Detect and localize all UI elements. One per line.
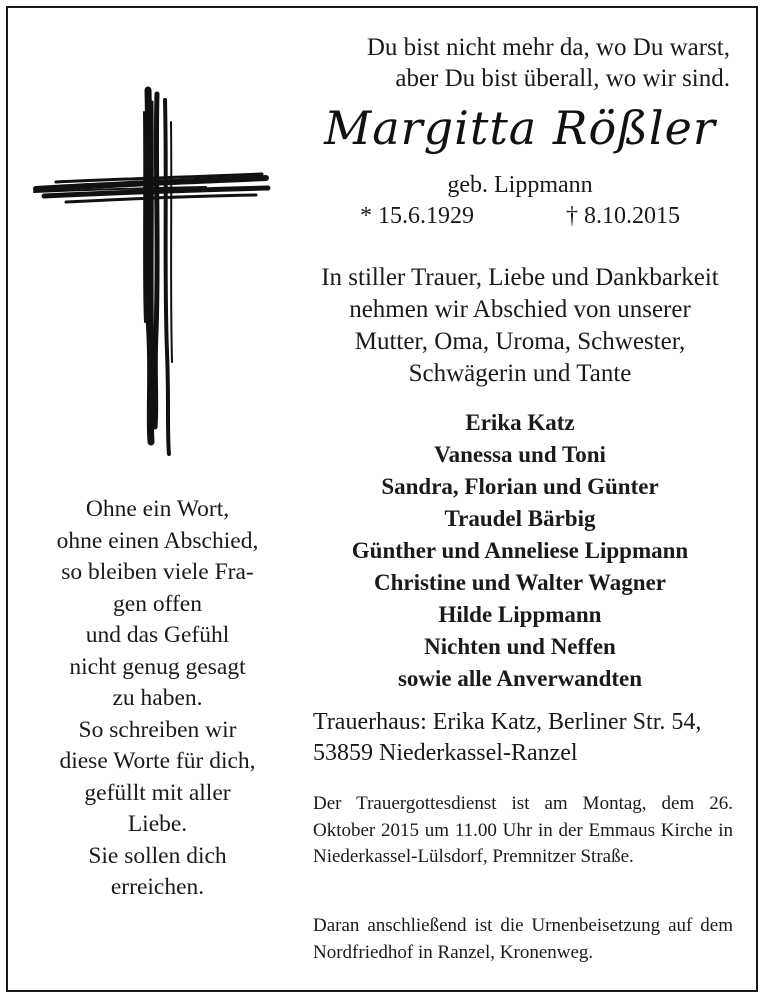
mourner: Christine und Walter Wagner	[373, 570, 666, 595]
poem-line: So schreiben wir	[78, 716, 237, 743]
poem-line: so bleiben viele Fra-	[61, 559, 254, 585]
intro-line: nehmen wir Abschied von unserer	[349, 296, 691, 323]
deceased-name: Margitta Rößler	[324, 101, 716, 155]
birth-date: * 15.6.1929	[360, 203, 474, 229]
poem-line: zu haben.	[112, 685, 203, 711]
poem-line: und das Gefühl	[85, 622, 230, 648]
intro-line: Schwägerin und Tante	[408, 360, 632, 387]
poem-line: ohne einen Abschied,	[56, 527, 259, 554]
mourning-house	[313, 707, 743, 769]
poem-line: erreichen.	[110, 874, 205, 900]
house-line: 53859 Niederkassel-Ranzel	[313, 740, 578, 766]
motto	[300, 32, 730, 94]
poem-line: diese Worte für dich,	[59, 748, 256, 774]
mourner: Vanessa und Toni	[434, 442, 606, 467]
mourner: Hilde Lippmann	[438, 602, 602, 627]
poem-line: gen offen	[113, 590, 202, 617]
mourner: Sandra, Florian und Günter	[381, 474, 659, 499]
cross-icon	[26, 82, 276, 462]
poem-line: Liebe.	[127, 811, 188, 837]
poem-line: Ohne ein Wort,	[85, 496, 230, 522]
intro-text	[300, 262, 740, 390]
poem-line: Sie sollen dich	[88, 842, 227, 869]
mourner: sowie alle Anverwandten	[397, 666, 643, 691]
motto-line: aber Du bist überall, wo wir sind.	[395, 65, 730, 92]
poem	[30, 494, 285, 904]
poem-line: gefüllt mit aller	[84, 779, 231, 806]
poem-line: nicht genug gesagt	[69, 653, 246, 680]
intro-line: In stiller Trauer, Liebe und Dankbarkeit	[321, 264, 719, 291]
motto-line: Du bist nicht mehr da, wo Du warst,	[366, 34, 730, 61]
service-info: Der Trauergottesdienst ist am Montag, dem 26. Oktober 2015 um 11.00 Uhr in der Emmaus Kirche in Niederkassel-Lülsdorf, Premnitzer Straße.	[313, 793, 733, 867]
mourner: Günther und Anneliese Lippmann	[351, 538, 689, 563]
life-dates	[360, 201, 680, 231]
intro-line: Mutter, Oma, Uroma, Schwester,	[354, 328, 686, 355]
mourner: Traudel Bärbig	[444, 506, 596, 531]
house-line: Trauerhaus: Erika Katz, Berliner Str. 54,	[313, 709, 702, 735]
death-date: † 8.10.2015	[566, 203, 680, 229]
birth-name: geb. Lippmann	[447, 172, 593, 198]
mourner: Nichten und Neffen	[424, 634, 616, 659]
mourners-list	[300, 407, 740, 695]
burial-info: Daran anschließend ist die Urnenbeisetzung auf dem Nordfriedhof in Ranzel, Kronenweg.	[313, 915, 733, 963]
mourner: Erika Katz	[465, 410, 575, 435]
